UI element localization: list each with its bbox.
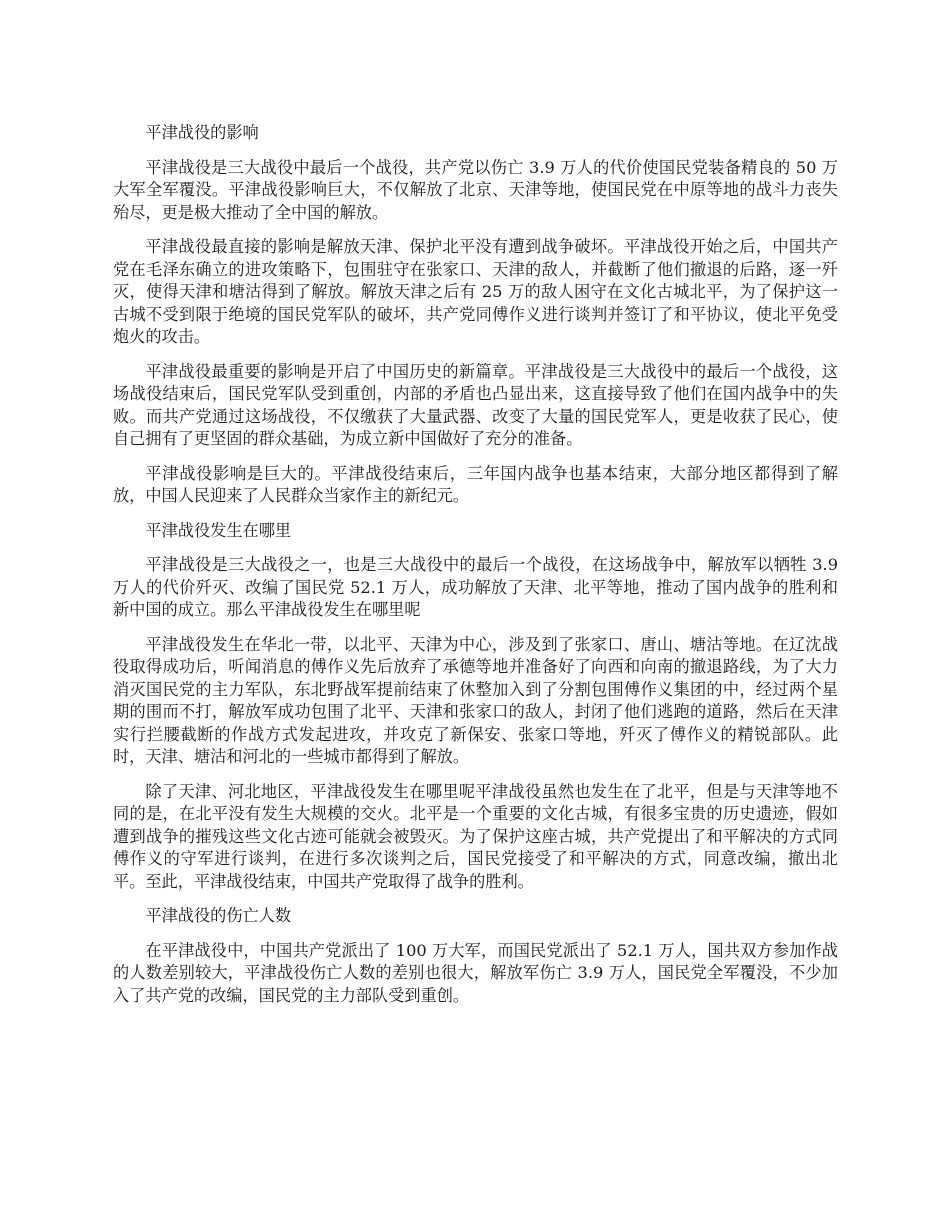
paragraph: 在平津战役中，中国共产党派出了 100 万大军，而国民党派出了 52.1 万人，国共双方参加作战的人数差别较大，平津战役伤亡人数的差别也很大，解放军伤亡 3.9 万人，国民党全军覆没，不少加入了共产党的改编，国民党的主力部队受到重创。 — [113, 940, 838, 1005]
section-heading-location: 平津战役发生在哪里 — [145, 520, 292, 540]
paragraph: 平津战役是三大战役中最后一个战役，共产党以伤亡 3.9 万人的代价使国民党装备精良的 50 万大军全军覆没。平津战役影响巨大，不仅解放了北京、天津等地，使国民党在中原等地的战斗力丧失殆尽，更是极大推动了全中国的解放。 — [113, 157, 838, 222]
section-heading-casualties: 平津战役的伤亡人数 — [145, 906, 292, 925]
paragraph: 平津战役最重要的影响是开启了中国历史的新篇章。平津战役是三大战役中的最后一个战役，这场战役结束后，国民党军队受到重创，内部的矛盾也凸显出来，这直接导致了他们在国内战争中的失败。而共产党通过这场战役，不仅缴获了大量武器、改变了大量的国民党军人，更是收获了民心，使自己拥有了更坚固的群众基础，为成立新中国做好了充分的准备。 — [113, 361, 838, 448]
paragraph: 平津战役发生在华北一带，以北平、天津为中心，涉及到了张家口、唐山、塘沽等地。在辽沈战役取得成功后，听闻消息的傅作义先后放弃了承德等地并准备好了向西和向南的撤退路线，为了大力消灭国民党的主力军队，东北野战军提前结束了休整加入到了分割包围傅作义集团的中，经过两个星期的围而不打，解放军成功包围了北平、天津和张家口的敌人，封闭了他们逃跑的道路，然后在天津实行拦腰截断的作战方式发起进攻，并攻克了新保安、张家口等地，歼灭了傅作义的精锐部队。此时，天津、塘沽和河北的一些城市都得到了解放。 — [113, 634, 838, 766]
document-body — [113, 122, 838, 1019]
paragraph: 平津战役影响是巨大的。平津战役结束后，三年国内战争也基本结束，大部分地区都得到了解放，中国人民迎来了人民群众当家作主的新纪元。 — [113, 463, 838, 505]
paragraph: 平津战役是三大战役之一，也是三大战役中的最后一个战役，在这场战争中，解放军以牺牲 3.9 万人的代价歼灭、改编了国民党 52.1 万人，成功解放了天津、北平等地，推动了国内战争的胜利和新中国的成立。那么平津战役发生在哪里呢 — [113, 555, 838, 619]
paragraph: 除了天津、河北地区，平津战役发生在哪里呢平津战役虽然也发生在了北平，但是与天津等地不同的是，在北平没有发生大规模的交火。北平是一个重要的文化古城，有很多宝贵的历史遗迹，假如遭到战争的摧残这些文化古迹可能就会被毁灭。为了保护这座古城，共产党提出了和平解决的方式同傅作义的守军进行谈判，在进行多次谈判之后，国民党接受了和平解决的方式，同意改编，撤出北平。至此，平津战役结束，中国共产党取得了战争的胜利。 — [113, 781, 838, 891]
section-heading-impact: 平津战役的影响 — [145, 123, 259, 142]
paragraph: 平津战役最直接的影响是解放天津、保护北平没有遭到战争破坏。平津战役开始之后，中国共产党在毛泽东确立的进攻策略下，包围驻守在张家口、天津的敌人，并截断了他们撤退的后路，逐一歼灭，使得天津和塘沽得到了解放。解放天津之后有 25 万的敌人困守在文化古城北平，为了保护这一古城不受到限于绝境的国民党军队的破坏，共产党同傅作义进行谈判并签订了和平协议，使北平免受炮火的攻击。 — [113, 237, 838, 346]
